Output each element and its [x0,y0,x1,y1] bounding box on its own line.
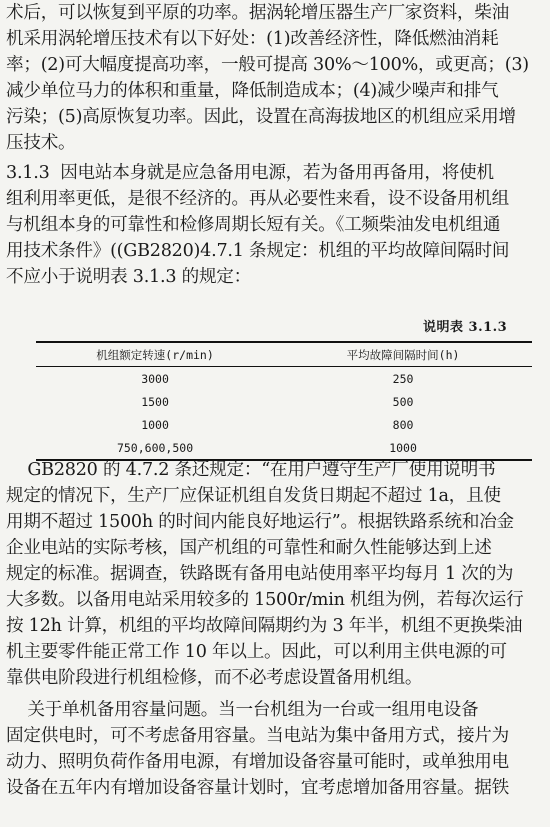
reliability-table [36,341,532,461]
paragraph-section-3-1-3: 3.1.3 因电站本身就是应急备用电源，若为备用再备用，将使机 组利用率更低，是很不经济的。再从必要性来看，设不设备用机组 与机组本身的可靠性和检修周期长短有关。《工频柴油发电机组通 用技术条件》((GB2820)4.7.1 条规定：机组的平均故障间隔时间 不应小于说明表 3.1.3 的规定： [6,163,510,287]
header-mtbf: 平均故障间隔时间(h) [346,347,460,362]
cell-speed: 750,600,500 [116,440,194,455]
cell-speed: 1500 [141,394,169,409]
table-row [36,390,532,413]
table-row [36,367,532,391]
table-caption: 说明表 3.1.3 [423,320,508,335]
cell-mtbf: 500 [392,394,414,409]
paragraph-turbocharging: 术后，可以恢复到平原的功率。据涡轮增压器生产厂家资料，柴油 机采用涡轮增压技术有以下好处：(1)改善经济性，降低燃油消耗 率；(2)可大幅度提高功率，一般可提高 30%～100%，或更高；(3) 减少单位马力的体积和重量，降低制造成本；(4)减少噪声和排气 污染；(5)高原恢复功率。因此，设置在高海拔地区的机组应采用增 压技术。 [6,3,529,153]
cell-mtbf: 1000 [389,440,417,455]
header-rated-speed: 机组额定转速(r/min) [96,347,214,362]
table-header-row [36,342,532,367]
cell-speed: 3000 [141,371,169,386]
paragraph-standby-capacity: 关于单机备用容量问题。当一台机组为一台或一组用电设备 固定供电时，可不考虑备用容量。当电站为集中备用方式，接片为 动力、照明负荷作备用电源，有增加设备容量可能时，或单独用电 设备在五年内有增加设备容量计划时，宜考虑增加备用容量。据铁 [6,700,509,798]
table-row [36,413,532,436]
cell-mtbf: 250 [392,371,414,386]
cell-speed: 1000 [141,417,169,432]
cell-mtbf: 800 [392,417,414,432]
paragraph-gb2820-4-7-2: GB2820 的 4.7.2 条还规定：“在用户遵守生产厂使用说明书 规定的情况下，生产厂应保证机组自发货日期起不超过 1a，且使 用期不超过 1500h 的时间内能良好地运行”。根据铁路系统和冶金 企业电站的实际考核，国产机组的可靠性和耐久性能够达到上述 规定的标准。据调查，铁路既有备用电站使用率平均每月 1 次的为 大多数。以备用电站采用较多的 1500r/min 机组为例，若每次运行 按 12h 计算，机组的平均故障间隔期约为 3 年半，机组不更换柴油 机主要零件能正常工作 10 年以上。因此，可以利用主供电源的可 靠供电阶段进行机组检修，而不必考虑设置备用机组。 [6,460,524,688]
